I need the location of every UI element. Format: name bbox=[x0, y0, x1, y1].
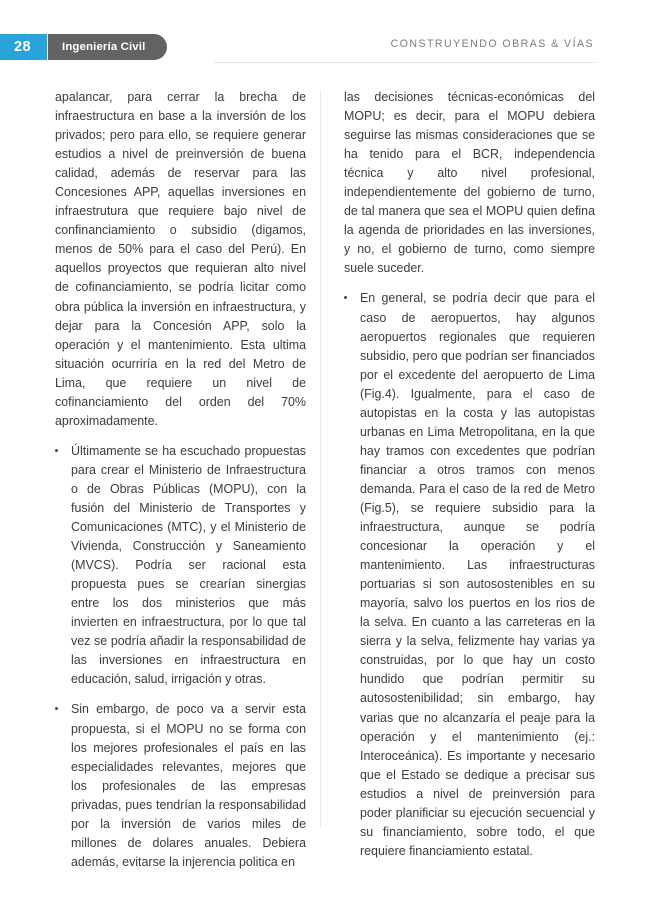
paragraph: Sin embargo, de poco va a servir esta propuesta, si el MOPU no se forma con los mejores profesionales el país en las especialidades relevantes, mejores que los profesionales de las empresas privadas, pues tendrían la responsabilidad por la inversión de varios miles de millones de dolares anuales. Debiera además, evitarse la injerencia politica en bbox=[71, 702, 306, 869]
page-number-badge: 28 bbox=[0, 34, 47, 60]
bullet-dot-icon bbox=[55, 707, 58, 710]
paragraph: las decisiones técnicas-económicas del MOPU; es decir, para el MOPU debiera seguirse las mismas consideraciones que se ha tenido para el BCR, independencia técnica y alto nivel profesional, independientemente del gobierno de turno, de tal manera que sea el MOPU quien defina la agenda de prioridades en las inversiones, y no, el gobierno de turno, como siempre suele suceder. bbox=[344, 90, 595, 276]
column-right bbox=[344, 88, 595, 861]
bullet-dot-icon bbox=[344, 296, 347, 299]
column-left bbox=[55, 88, 306, 872]
column-divider-rule bbox=[320, 90, 321, 828]
bullet-list-item bbox=[55, 700, 306, 871]
paragraph: En general, se podría decir que para el caso de aeropuertos, hay algunos aeropuertos regionales que requieren subsidio, pero que podrían ser financiados por el excedente del aeropuerto de Lima (Fig.4). Igualmente, para el caso de autopistas en la costa y las autopistas urbanas en Lima Metropolitana, en la que hay tramos con excedentes que podrían financiar a otros tramos con menos demanda. Para el caso de la red de Metro (Fig.5), se requiere subsidio para la infraestructura, aunque se podría concesionar la operación y el mantenimiento. Las infraestructuras portuarias si son autosostenibles en su mayoría, salvo los puertos en los rios de la selva. En cuanto a las carreteras en la sierra y la selva, felizmente hay varias ya construidas, por lo que hay un costo hundido que podrían permitir su autosostenibilidad; sin embargo, hay varias que no alcanzaría el peaje para la operación y el mantenimiento (ej.: Interoceánica). Es importante y necesario que el Estado se dedique a precisar sus estudios a nivel de preinversión para poder planificiar su ejecución secuencial y su financiamiento, sobre todo, el que requiere financiamiento estatal. bbox=[360, 291, 595, 858]
paragraph: apalancar, para cerrar la brecha de infraestructura en base a la inversión de los privados; pero para ello, se requiere generar estudios a nivel de preinversión de buena calidad, además de reservar para las Concesiones APP, aquellas inversiones en infraestrutura que requiere bajo nivel de confinanciamiento o subsidio (digamos, menos de 50% para el caso del Perú). En aquellos proyectos que requieran alto nivel de cofinanciamiento, se podría licitar como obra pública la inversión en infraestructura, y dejar para la Concesión APP, solo la operación y el mantenimiento. Esta ultima situación ocurriría en la red del Metro de Lima, que requiere un nivel de cofinanciamiento del orden del 70% aproximadamente. bbox=[55, 90, 306, 428]
bullet-list-item bbox=[344, 289, 595, 860]
bullet-list-item bbox=[55, 442, 306, 690]
page-header bbox=[0, 0, 650, 75]
section-title-tab: Ingeniería Civil bbox=[48, 34, 167, 60]
bullet-dot-icon bbox=[55, 449, 58, 452]
running-head: CONSTRUYENDO OBRAS & VÍAS bbox=[390, 38, 594, 50]
body-columns bbox=[0, 88, 650, 878]
header-divider-rule bbox=[214, 62, 595, 63]
paragraph: Últimamente se ha escuchado propuestas para crear el Ministerio de Infraestructura o de Obras Públicas (MOPU), con la fusión del Ministerio de Transportes y Comunicaciones (MTC), y el Ministerio de Vivienda, Construcción y Saneamiento (MVCS). Podría ser racional esta propuesta pues se crearían sinergias entre los dos ministerios que más invierten en infraestructura, por lo que tal vez se podría añadir la responsabilidad de las inversiones en infraestructura en educación, salud, irrigación y otras. bbox=[71, 443, 306, 687]
